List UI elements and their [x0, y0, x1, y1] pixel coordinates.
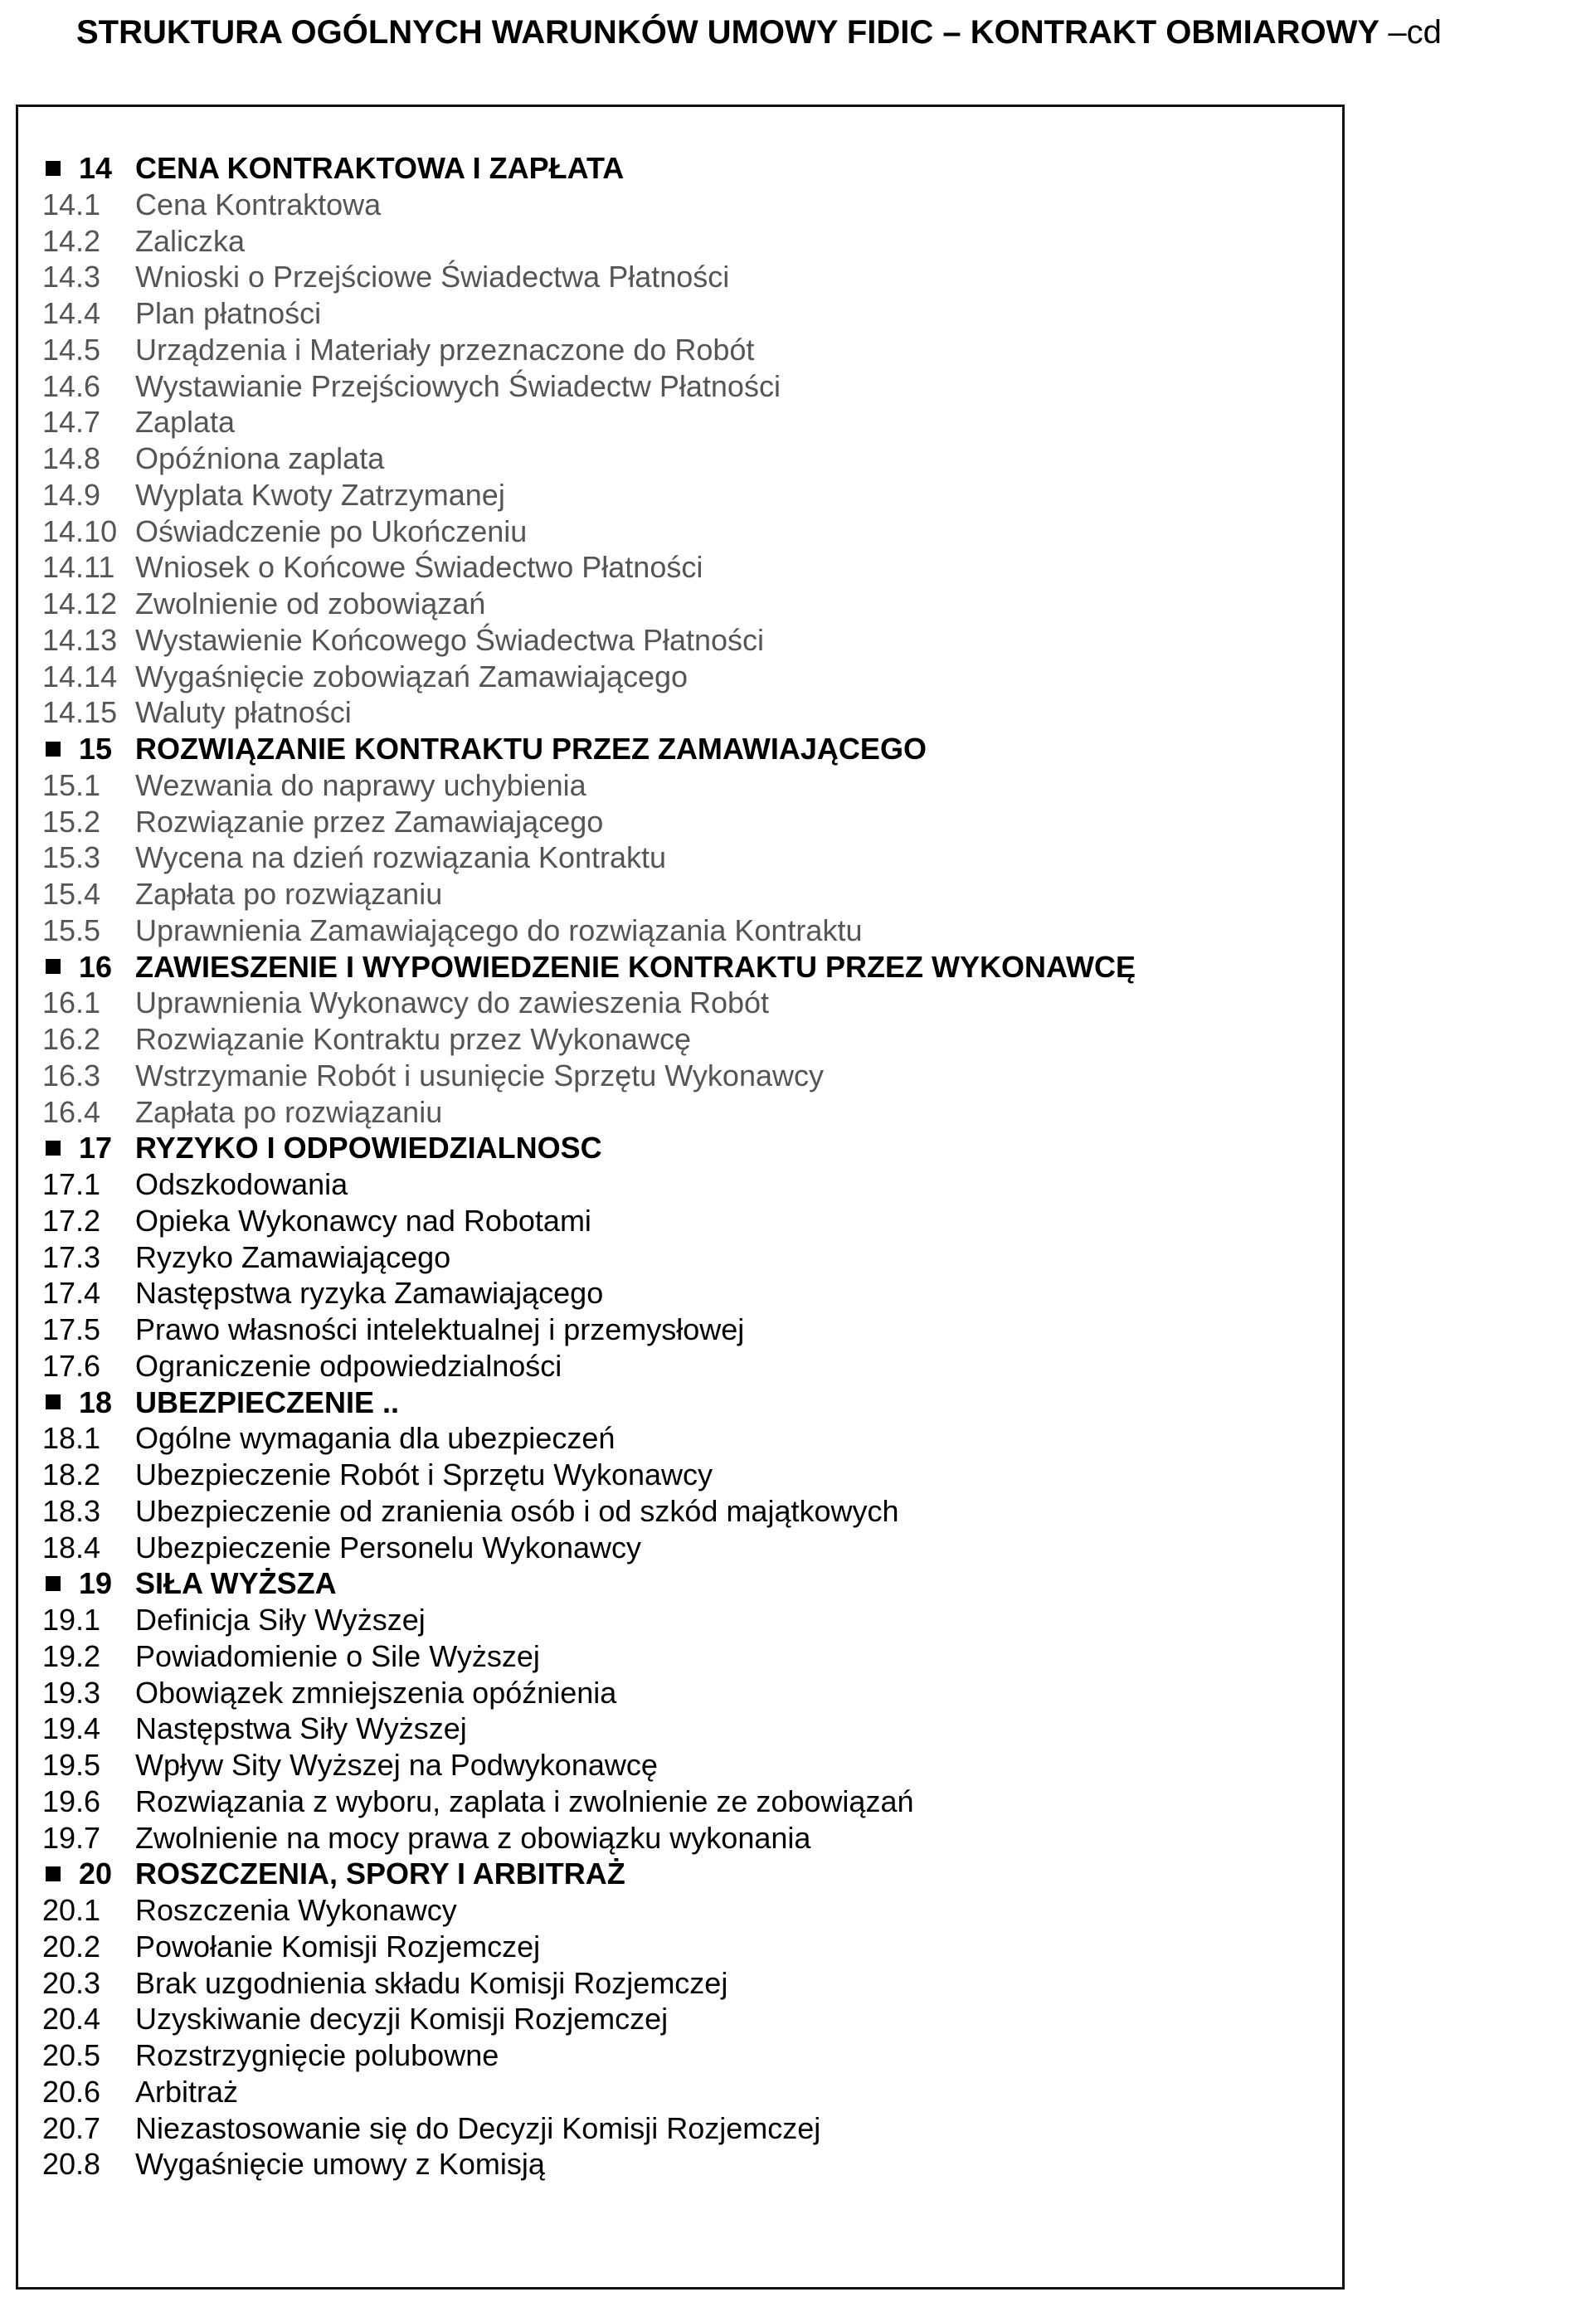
clause-number: 14.3: [42, 260, 101, 294]
clause-label: Zaliczka: [135, 223, 246, 258]
clause-number: 17.3: [42, 1239, 101, 1274]
clause-label: Wygaśnięcie zobowiązań Zamawiającego: [135, 659, 689, 693]
clause-item: [42, 985, 1328, 1021]
clause-number: 14.5: [42, 332, 101, 367]
clause-number: 20.8: [42, 2147, 101, 2182]
clause-label: Uzyskiwanie decyzji Komisji Rozjemczej: [135, 2002, 669, 2037]
section-heading: [42, 731, 1328, 767]
section-heading: [42, 1130, 1328, 1166]
clause-label: Wygaśnięcie umowy z Komisją: [135, 2147, 545, 2182]
clause-item: [42, 2110, 1328, 2147]
clause-number: 15.1: [42, 767, 101, 802]
clause-label: Powołanie Komisji Rozjemczej: [135, 1929, 541, 1964]
clause-number: 19.1: [42, 1603, 101, 1637]
clause-item: [42, 1312, 1328, 1348]
clause-number: 14.4: [42, 296, 101, 330]
clause-item: [42, 1602, 1328, 1638]
clause-label: Uprawnienia Zamawiającego do rozwiązania Kontraktu: [135, 912, 863, 947]
section-title: CENA KONTRAKTOWA I ZAPŁATA: [135, 151, 625, 185]
section-title: UBEZPIECZENIE ..: [135, 1385, 400, 1419]
clause-item: [42, 1929, 1328, 1965]
clause-number: 15.5: [42, 912, 101, 947]
clause-label: Roszczenia Wykonawcy: [135, 1893, 457, 1927]
clause-number: 20.4: [42, 2002, 101, 2037]
clause-number: 14.2: [42, 223, 101, 258]
clause-number: 16.4: [42, 1094, 101, 1129]
section-number: 14: [79, 151, 113, 185]
clause-label: Zaplata: [135, 405, 236, 440]
clause-label: Powiadomienie o Sile Wyższej: [135, 1638, 540, 1673]
clause-label: Wstrzymanie Robót i usunięcie Sprzętu Wykonawcy: [135, 1058, 824, 1093]
clause-item: [42, 1892, 1328, 1929]
clause-number: 19.7: [42, 1820, 101, 1855]
clause-item: [42, 1530, 1328, 1566]
section-number: 18: [79, 1385, 113, 1419]
clause-label: Ogólne wymagania dla ubezpieczeń: [135, 1421, 616, 1456]
clause-item: [42, 2146, 1328, 2183]
clause-number: 17.4: [42, 1276, 101, 1311]
clause-label: Następstwa Siły Wyższej: [135, 1711, 467, 1746]
clause-label: Rozwiązanie przez Zamawiającego: [135, 804, 604, 839]
bullet-square-icon: [46, 1576, 61, 1591]
section-number: 20: [79, 1857, 113, 1891]
clause-item: [42, 586, 1328, 622]
clause-number: 18.3: [42, 1493, 101, 1528]
clause-item: [42, 259, 1328, 295]
clause-number: 14.1: [42, 187, 101, 221]
clause-item: [42, 1348, 1328, 1385]
clause-item: [42, 1784, 1328, 1820]
clause-item: [42, 876, 1328, 912]
bullet-square-icon: [46, 1394, 61, 1409]
clause-number: 15.3: [42, 840, 101, 875]
section-title: ZAWIESZENIE I WYPOWIEDZENIE KONTRAKTU PRZEZ WYKONAWCĘ: [135, 949, 1136, 984]
clause-item: [42, 2001, 1328, 2037]
clause-number: 20.5: [42, 2038, 101, 2072]
table-of-contents: [42, 150, 1328, 2183]
clause-label: Urządzenia i Materiały przeznaczone do Robót: [135, 332, 755, 367]
clause-item: [42, 767, 1328, 804]
clause-item: [42, 1638, 1328, 1675]
clause-label: Wycena na dzień rozwiązania Kontraktu: [135, 840, 667, 875]
clause-item: [42, 1021, 1328, 1058]
clause-label: Wystawienie Końcowego Świadectwa Płatności: [135, 622, 765, 657]
clause-number: 16.3: [42, 1058, 101, 1093]
section-title: ROSZCZENIA, SPORY I ARBITRAŻ: [135, 1857, 625, 1891]
clause-item: [42, 1239, 1328, 1276]
clause-label: Opóźniona zaplata: [135, 441, 385, 475]
clause-label: Arbitraż: [135, 2074, 239, 2109]
clause-item: [42, 477, 1328, 513]
clause-item: [42, 223, 1328, 260]
clause-label: Cena Kontraktowa: [135, 187, 382, 221]
clause-item: [42, 912, 1328, 949]
clause-item: [42, 1711, 1328, 1747]
clause-label: Niezastosowanie się do Decyzji Komisji Rozjemczej: [135, 2110, 821, 2145]
clause-item: [42, 2074, 1328, 2110]
clause-number: 14.7: [42, 405, 101, 440]
section-number: 17: [79, 1131, 113, 1166]
section-heading: [42, 1565, 1328, 1602]
clause-number: 16.2: [42, 1022, 101, 1056]
clause-number: 17.1: [42, 1167, 101, 1201]
clause-number: 20.6: [42, 2074, 101, 2109]
clause-label: Brak uzgodnienia składu Komisji Rozjemczej: [135, 1965, 728, 2000]
clause-label: Definicja Siły Wyższej: [135, 1603, 426, 1637]
clause-label: Rozstrzygnięcie polubowne: [135, 2038, 499, 2072]
clause-number: 19.2: [42, 1638, 101, 1673]
clause-item: [42, 804, 1328, 840]
clause-item: [42, 839, 1328, 876]
bullet-square-icon: [46, 161, 61, 176]
clause-label: Wyplata Kwoty Zatrzymanej: [135, 477, 505, 512]
clause-number: 17.2: [42, 1203, 101, 1238]
clause-item: [42, 295, 1328, 332]
bullet-square-icon: [46, 1141, 61, 1156]
clause-item: [42, 2037, 1328, 2074]
clause-label: Wniosek o Końcowe Świadectwo Płatności: [135, 550, 703, 585]
clause-number: 17.6: [42, 1348, 101, 1383]
clause-number: 19.4: [42, 1711, 101, 1746]
clause-number: 14.12: [42, 586, 118, 620]
section-number: 16: [79, 949, 113, 984]
bullet-square-icon: [46, 959, 61, 974]
clause-item: [42, 440, 1328, 477]
clause-label: Wpływ Sity Wyższej na Podwykonawcę: [135, 1748, 658, 1782]
clause-item: [42, 368, 1328, 405]
clause-number: 19.3: [42, 1675, 101, 1710]
clause-number: 20.2: [42, 1929, 101, 1964]
section-title: ROZWIĄZANIE KONTRAKTU PRZEZ ZAMAWIAJĄCEGO: [135, 732, 927, 766]
clause-label: Wnioski o Przejściowe Świadectwa Płatności: [135, 260, 730, 294]
clause-number: 20.3: [42, 1965, 101, 2000]
clause-number: 15.4: [42, 877, 101, 911]
clause-item: [42, 1275, 1328, 1312]
clause-number: 20.1: [42, 1893, 101, 1927]
clause-label: Zapłata po rozwiązaniu: [135, 1094, 443, 1129]
clause-item: [42, 1420, 1328, 1457]
clause-item: [42, 187, 1328, 223]
clause-number: 17.5: [42, 1312, 101, 1346]
clause-label: Prawo własności intelektualnej i przemysłowej: [135, 1312, 745, 1346]
clause-label: Opieka Wykonawcy nad Robotami: [135, 1203, 591, 1238]
clause-number: 19.5: [42, 1748, 101, 1782]
section-heading: [42, 1856, 1328, 1892]
clause-label: Następstwa ryzyka Zamawiającego: [135, 1276, 604, 1311]
section-heading: [42, 150, 1328, 187]
clause-label: Ubezpieczenie Robót i Sprzętu Wykonawcy: [135, 1458, 713, 1492]
clause-label: Oświadczenie po Ukończeniu: [135, 513, 528, 548]
section-title: SIŁA WYŻSZA: [135, 1566, 337, 1601]
clause-item: [42, 549, 1328, 586]
clause-item: [42, 1820, 1328, 1857]
clause-item: [42, 694, 1328, 731]
clause-label: Zwolnienie na mocy prawa z obowiązku wykonania: [135, 1820, 811, 1855]
clause-number: 14.10: [42, 513, 118, 548]
clause-item: [42, 1094, 1328, 1131]
section-heading: [42, 949, 1328, 985]
clause-number: 14.6: [42, 368, 101, 403]
clause-label: Rozwiązanie Kontraktu przez Wykonawcę: [135, 1022, 691, 1056]
clause-item: [42, 332, 1328, 368]
clause-number: 14.13: [42, 622, 118, 657]
clause-number: 14.14: [42, 659, 118, 693]
page-title: [76, 8, 1442, 56]
clause-label: Zapłata po rozwiązaniu: [135, 877, 443, 911]
clause-item: [42, 1747, 1328, 1784]
clause-label: Waluty płatności: [135, 695, 352, 730]
clause-label: Uprawnienia Wykonawcy do zawieszenia Robót: [135, 985, 770, 1020]
section-title: RYZYKO I ODPOWIEDZIALNOSC: [135, 1131, 602, 1166]
clause-label: Odszkodowania: [135, 1167, 348, 1201]
bullet-square-icon: [46, 742, 61, 757]
clause-label: Ryzyko Zamawiającego: [135, 1239, 451, 1274]
clause-number: 14.8: [42, 441, 101, 475]
section-number: 19: [79, 1566, 113, 1601]
clause-number: 18.2: [42, 1458, 101, 1492]
clause-item: [42, 1493, 1328, 1530]
clause-item: [42, 1058, 1328, 1094]
clause-item: [42, 404, 1328, 440]
section-heading: [42, 1385, 1328, 1421]
clause-number: 20.7: [42, 2110, 101, 2145]
clause-item: [42, 1965, 1328, 2002]
clause-label: Wezwania do naprawy uchybienia: [135, 767, 586, 802]
clause-label: Ograniczenie odpowiedzialności: [135, 1348, 562, 1383]
clause-item: [42, 659, 1328, 695]
clause-label: Ubezpieczenie Personelu Wykonawcy: [135, 1530, 641, 1565]
page-title-suffix: –cd: [1388, 14, 1442, 51]
clause-number: 19.6: [42, 1784, 101, 1818]
clause-label: Zwolnienie od zobowiązań: [135, 586, 486, 620]
clause-number: 15.2: [42, 804, 101, 839]
clause-item: [42, 1675, 1328, 1711]
bullet-square-icon: [46, 1866, 61, 1881]
clause-number: 16.1: [42, 985, 101, 1020]
clause-label: Ubezpieczenie od zranienia osób i od szkód majątkowych: [135, 1493, 899, 1528]
clause-item: [42, 513, 1328, 550]
clause-item: [42, 1203, 1328, 1239]
clause-label: Obowiązek zmniejszenia opóźnienia: [135, 1675, 617, 1710]
clause-item: [42, 1166, 1328, 1203]
clause-label: Plan płatności: [135, 296, 322, 330]
clause-label: Wystawianie Przejściowych Świadectw Płatności: [135, 368, 781, 403]
clause-number: 14.15: [42, 695, 118, 730]
clause-number: 14.9: [42, 477, 101, 512]
clause-number: 18.4: [42, 1530, 101, 1565]
clause-number: 14.11: [42, 550, 115, 585]
clause-item: [42, 1457, 1328, 1493]
clause-label: Rozwiązania z wyboru, zaplata i zwolnienie ze zobowiązań: [135, 1784, 914, 1818]
section-number: 15: [79, 732, 113, 766]
clause-number: 18.1: [42, 1421, 101, 1456]
clause-item: [42, 622, 1328, 659]
page-title-main: STRUKTURA OGÓLNYCH WARUNKÓW UMOWY FIDIC – KONTRAKT OBMIAROWY: [76, 14, 1379, 51]
